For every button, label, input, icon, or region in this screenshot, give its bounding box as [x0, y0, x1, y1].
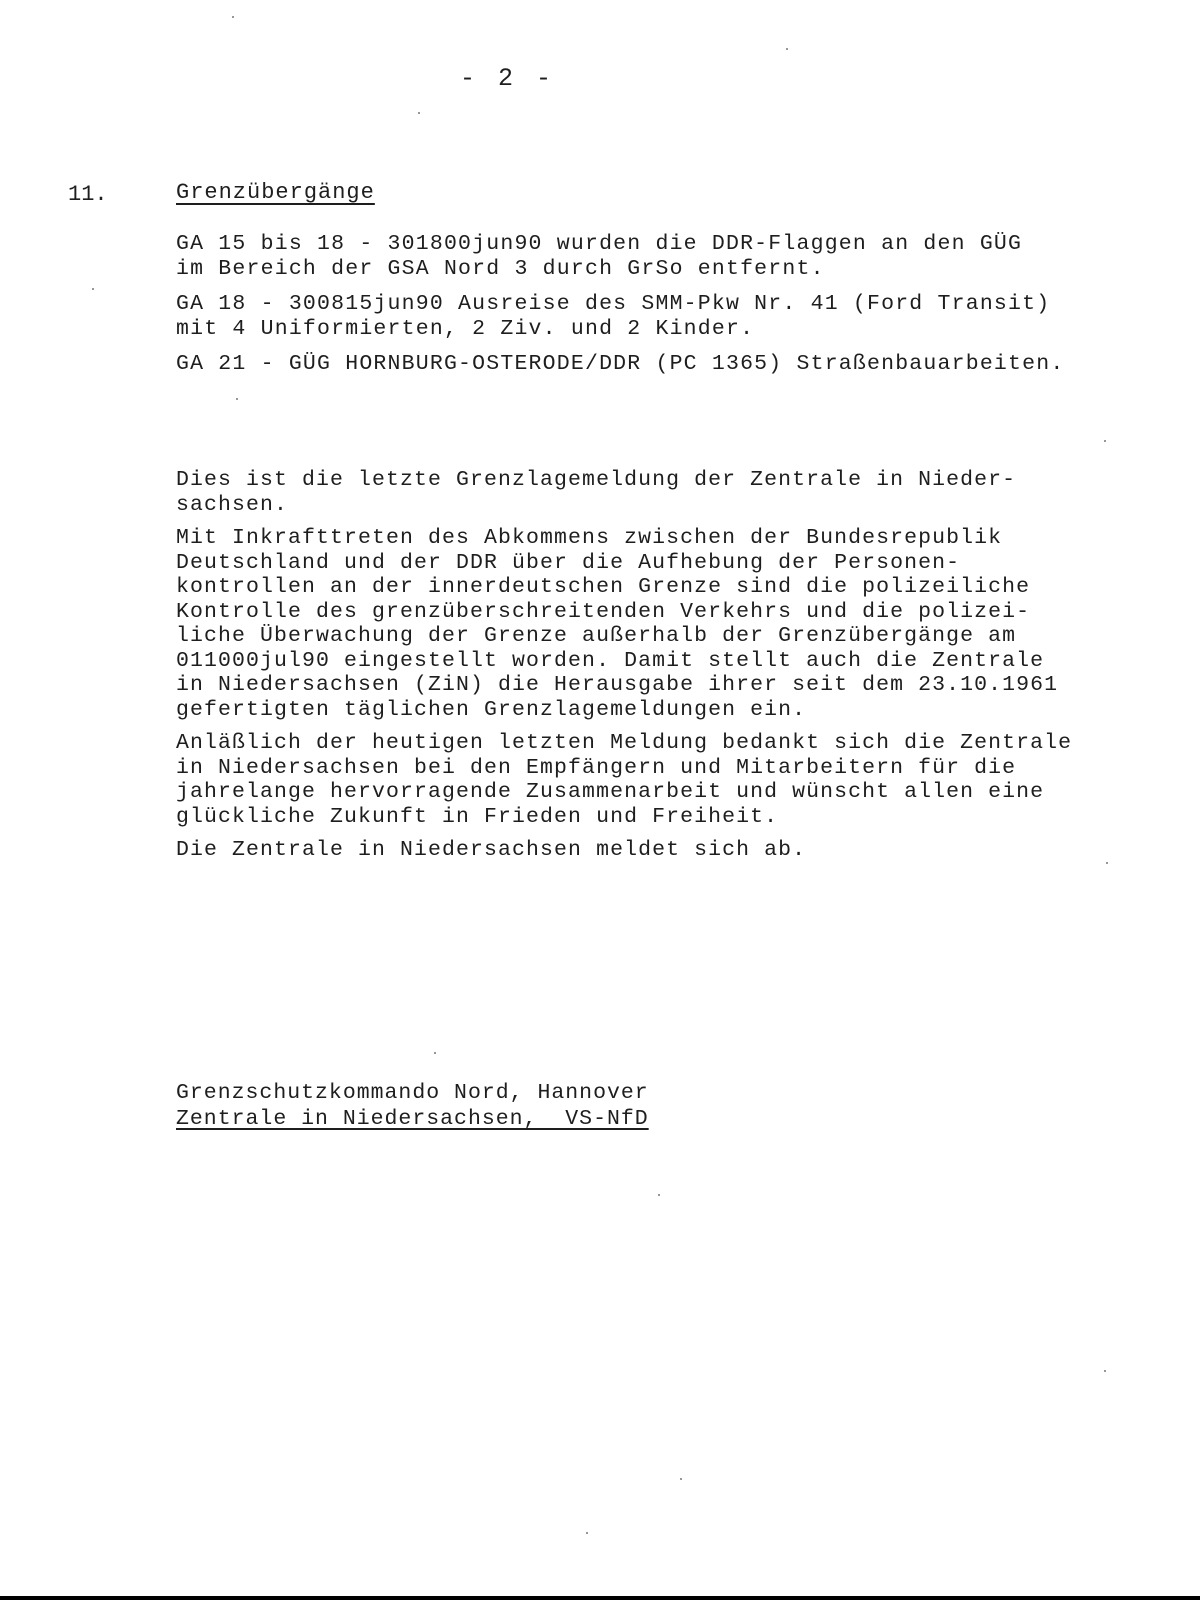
- section-number: 11.: [68, 182, 108, 207]
- scan-speck: [658, 1194, 660, 1196]
- page-number: - 2 -: [460, 64, 556, 93]
- signature-line-2: Zentrale in Niedersachsen, VS-NfD: [176, 1107, 649, 1131]
- paragraph-agreement: Mit Inkrafttreten des Abkommens zwischen der Bundesrepublik Deutschland und der DDR über die Aufhebung der Personen- kontrollen an der innerdeutschen Grenze sind die polizeiliche Kontrolle des grenzüberschreitenden Verkehrs und die polizei- liche Überwachung der Grenze außerhalb der Grenzübergänge am 011000jul90 eingestellt worden. Damit stellt auch die Zentrale in Niedersachsen (ZiN) die Herausgabe ihrer seit dem 23.10.1961 gefertigten täglichen Grenzlagemeldungen ein.: [176, 526, 1059, 722]
- paragraph-signoff: Die Zentrale in Niedersachsen meldet sich ab.: [176, 838, 807, 862]
- scan-speck: [786, 48, 788, 50]
- entry-ga-15-18: GA 15 bis 18 - 301800jun90 wurden die DDR-Flaggen an den GÜG im Bereich der GSA Nord 3 durch GrSo entfernt.: [176, 232, 1023, 281]
- entry-ga-21: GA 21 - GÜG HORNBURG-OSTERODE/DDR (PC 1365) Straßenbauarbeiten.: [176, 352, 1065, 376]
- signature-line-1: Grenzschutzkommando Nord, Hannover: [176, 1081, 649, 1105]
- scan-speck: [418, 112, 420, 114]
- scan-edge: [0, 1596, 1200, 1600]
- closing-text: [176, 468, 1186, 872]
- scan-speck: [236, 398, 238, 400]
- paragraph-thanks: Anläßlich der heutigen letzten Meldung bedankt sich die Zentrale in Niedersachsen bei den Empfängern und Mitarbeitern für die jahrelange hervorragende Zusammenarbeit und wünscht allen eine glückliche Zukunft in Frieden und Freiheit.: [176, 731, 1073, 829]
- scan-speck: [1104, 440, 1106, 442]
- scan-speck: [434, 1052, 436, 1054]
- signature-block: [176, 1080, 649, 1132]
- section-entries: [176, 232, 1176, 387]
- entry-ga-18: GA 18 - 300815jun90 Ausreise des SMM-Pkw Nr. 41 (Ford Transit) mit 4 Uniformierten, 2 Ziv. und 2 Kinder.: [176, 292, 1051, 341]
- scan-speck: [680, 1478, 682, 1480]
- scan-speck: [92, 288, 94, 290]
- section-title: Grenzübergänge: [176, 180, 375, 205]
- scan-speck: [586, 1532, 588, 1534]
- paragraph-last-report: Dies ist die letzte Grenzlagemeldung der Zentrale in Nieder- sachsen.: [176, 468, 1017, 517]
- scan-speck: [1104, 1370, 1106, 1372]
- scan-speck: [1106, 862, 1108, 864]
- scan-speck: [232, 16, 234, 18]
